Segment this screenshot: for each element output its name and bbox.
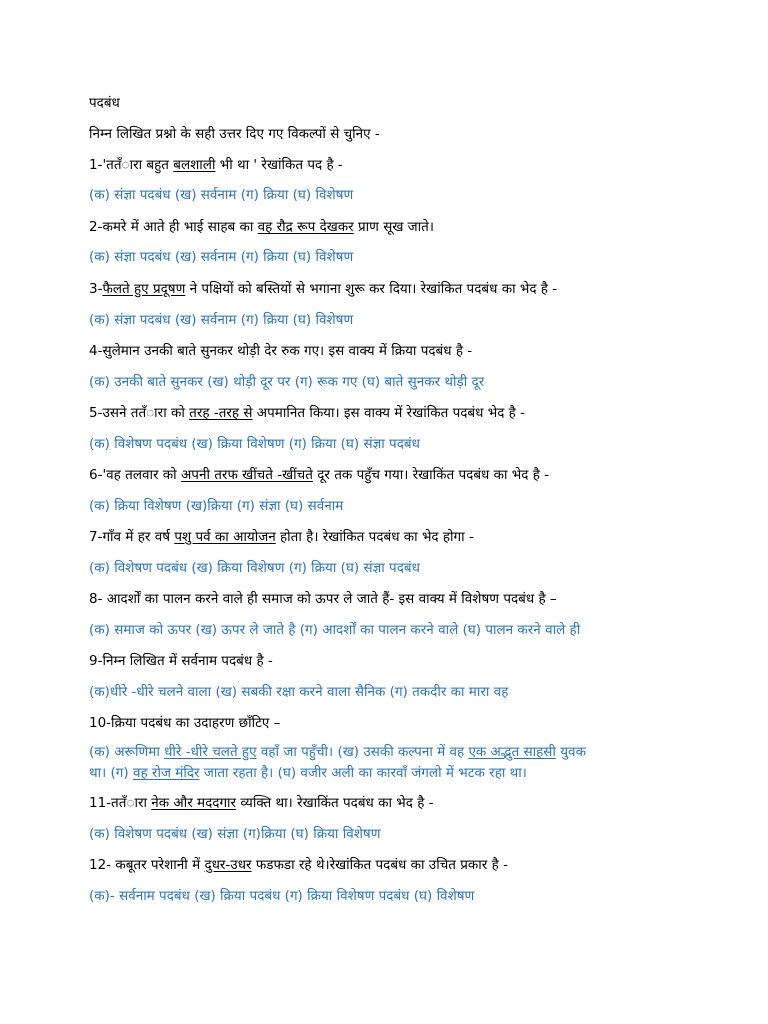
question-3: 3-फैलते हुए प्रदूषण ने पक्षियों को बस्तियों से भगाना शुरू कर दिया। रेखांकित पदबंध का भेद है - <box>89 281 558 297</box>
options-10-line-2: था। (ग) वह रोज मंदिर जाता रहता है। (घ) वजीर अली का कारवाँ जंगलो में भटक रहा था। <box>89 765 527 781</box>
question-10: 10-क्रिया पदबंध का उदाहरण छाँटिए – <box>89 715 281 731</box>
options-7: (क) विशेषण पदबंध (ख) क्रिया विशेषण (ग) क्रिया (घ) संज्ञा पदबंध <box>89 560 420 576</box>
options-1: (क) संज्ञा पदबंध (ख) सर्वनाम (ग) क्रिया (घ) विशेषण <box>89 187 354 203</box>
options-5: (क) विशेषण पदबंध (ख) क्रिया विशेषण (ग) क्रिया (घ) संज्ञा पदबंध <box>89 436 420 452</box>
question-6: 6-'वह तलवार को अपनी तरफ खींचते -खींचते दूर तक पहुँच गया। रेखाकिंत पदबंध का भेद है - <box>89 467 550 483</box>
question-11: 11-ततँारा नेक और मददगार व्यक्ति था। रेखाकिंत पदबंध का भेद है - <box>89 795 434 811</box>
question-7: 7-गाँव में हर वर्ष पशु पर्व का आयोजन होता है। रेखांकित पदबंध का भेद होगा - <box>89 529 474 545</box>
options-12: (क)- सर्वनाम पदबंध (ख) क्रिया पदबंध (ग) क्रिया विशेषण पदबंध (घ) विशेषण <box>89 888 475 904</box>
options-10-line-1: (क) अरूणिमा धीरे -धीरे चलते हुए वहाँ जा पहुँची। (ख) उसकी कल्पना में वह एक अद्भुत साहसी युवक <box>89 744 586 760</box>
options-6: (क) क्रिया विशेषण (ख)क्रिया (ग) संज्ञा (घ) सर्वनाम <box>89 498 344 514</box>
options-3: (क) संज्ञा पदबंध (ख) सर्वनाम (ग) क्रिया (घ) विशेषण <box>89 312 354 328</box>
question-9: 9-निम्न लिखित में सर्वनाम पदबंध है - <box>89 653 273 669</box>
options-9: (क)धीरे -धीरे चलने वाला (ख) सबकी रक्षा करने वाला सैनिक (ग) तकदीर का मारा वह <box>89 684 509 700</box>
instruction-text: निम्न लिखित प्रश्नो के सही उत्तर दिए गए विकल्पों से चुनिए - <box>89 126 380 142</box>
question-8: 8- आदर्शों का पालन करने वाले ही समाज को ऊपर ले जाते हैं- इस वाक्य में विशेषण पदबंध है – <box>89 591 557 607</box>
question-12: 12- कबूतर परेशानी में दुधर-उधर फडफडा रहे थे।रेखांकित पदबंध का उचित प्रकार है - <box>89 857 508 873</box>
options-2: (क) संज्ञा पदबंध (ख) सर्वनाम (ग) क्रिया (घ) विशेषण <box>89 249 354 265</box>
question-4: 4-सुलेमान उनकी बाते सुनकर थोड़ी देर रुक गए। इस वाक्य में क्रिया पदबंध है - <box>89 343 473 359</box>
page-title: पदबंध <box>89 95 120 111</box>
options-8: (क) समाज को ऊपर (ख) ऊपर ले जाते है (ग) आदर्शों का पालन करने वाले (घ) पालन करने वाले ही <box>89 622 581 638</box>
options-4: (क) उनकी बाते सुनकर (ख) थोड़ी दूर पर (ग) रूक गए (घ) बाते सुनकर थोड़ी दूर <box>89 374 485 390</box>
question-2: 2-कमरे में आते ही भाई साहब का वह रौद्र रूप देखकर प्राण सूख जाते। <box>89 219 434 235</box>
question-1: 1-'ततँारा बहुत बलशाली भी था ' रेखांकित पद है - <box>89 157 343 173</box>
options-11: (क) विशेषण पदबंध (ख) संज्ञा (ग)क्रिया (घ) क्रिया विशेषण <box>89 826 381 842</box>
question-5: 5-उसने ततँारा को तरह -तरह से अपमानित किया। इस वाक्य में रेखांकित पदबंध भेद है - <box>89 405 526 421</box>
